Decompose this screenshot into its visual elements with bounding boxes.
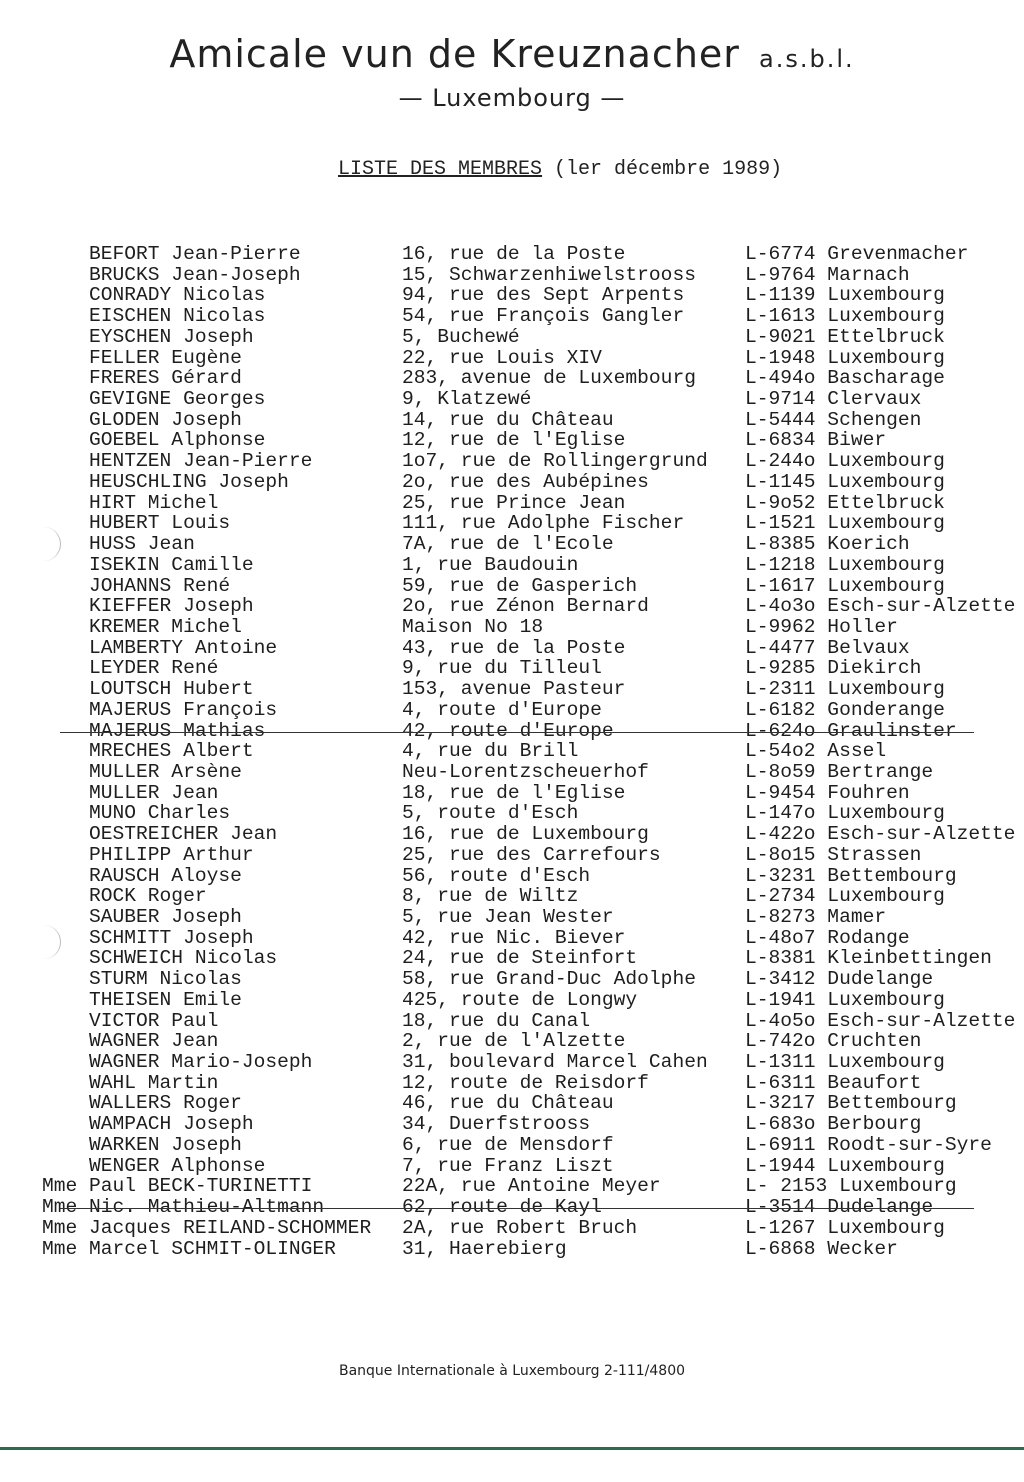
member-address: Neu-Lorentzscheuerhof: [402, 760, 649, 783]
member-row: [0, 1156, 1024, 1177]
member-name: FRERES Gérard: [89, 367, 242, 390]
member-address: 2o, rue des Aubépines: [402, 470, 649, 493]
member-city: L-1267 Luxembourg: [745, 1216, 945, 1239]
member-city: L-6834 Biwer: [745, 429, 887, 452]
footer-rule: [0, 1447, 1024, 1450]
member-city: L-9962 Holler: [745, 615, 898, 638]
member-address: 15, Schwarzenhiwelstrooss: [402, 263, 696, 286]
member-row: [0, 306, 1024, 327]
member-city: L-5444 Schengen: [745, 408, 922, 431]
member-city: L-147o Luxembourg: [745, 802, 945, 825]
member-address: 2, rue de l'Alzette: [402, 1030, 626, 1053]
member-name: RAUSCH Aloyse: [89, 864, 242, 887]
member-city: L-9285 Diekirch: [745, 657, 922, 680]
member-title: Mme: [42, 1237, 78, 1260]
member-row: [0, 513, 1024, 534]
member-name: WARKEN Joseph: [89, 1133, 242, 1156]
member-name: ISEKIN Camille: [89, 553, 254, 576]
member-address: 22A, rue Antoine Meyer: [402, 1175, 661, 1198]
member-row: [0, 244, 1024, 265]
member-address: 5, Buchewé: [402, 325, 520, 348]
member-address: 62, route de Kayl: [402, 1196, 602, 1219]
member-address: 4, rue du Brill: [402, 740, 579, 763]
member-row: [0, 410, 1024, 431]
member-address: 94, rue des Sept Arpents: [402, 284, 685, 307]
member-name: SAUBER Joseph: [89, 906, 242, 928]
member-city: L-48o7 Rodange: [745, 926, 910, 949]
member-address: 111, rue Adolphe Fischer: [402, 512, 685, 535]
member-row: [0, 1052, 1024, 1073]
member-row: [0, 990, 1024, 1011]
member-name: KREMER Michel: [89, 615, 242, 638]
member-city: L-4477 Belvaux: [745, 636, 910, 659]
member-address: 153, avenue Pasteur: [402, 678, 626, 701]
member-name: OESTREICHER Jean: [89, 823, 278, 846]
member-row: [0, 534, 1024, 555]
member-address: 42, route d'Europe: [402, 719, 614, 742]
member-list: [0, 244, 1024, 1259]
list-heading-date: (ler décembre 1989): [542, 158, 783, 181]
member-row: [0, 596, 1024, 617]
member-row: [0, 700, 1024, 721]
member-row: [0, 824, 1024, 845]
member-address: 9, Klatzewé: [402, 388, 532, 411]
member-name: Nic. Mathieu-Altmann: [89, 1196, 325, 1219]
member-name: VICTOR Paul: [89, 1009, 219, 1032]
member-row: [0, 1218, 1024, 1239]
member-name: WAGNER Mario-Joseph: [89, 1051, 313, 1074]
member-name: BEFORT Jean-Pierre: [89, 243, 301, 265]
member-row: [0, 265, 1024, 286]
member-address: 2o, rue Zénon Bernard: [402, 595, 649, 618]
member-name: FELLER Eugène: [89, 346, 242, 369]
member-city: L-8o59 Bertrange: [745, 760, 934, 783]
member-city: L-3217 Bettembourg: [745, 1092, 957, 1115]
member-name: LAMBERTY Antoine: [89, 636, 278, 659]
member-city: L-8273 Mamer: [745, 906, 887, 928]
member-address: 25, rue Prince Jean: [402, 491, 626, 514]
member-city: L-9764 Marnach: [745, 263, 910, 286]
member-name: Paul BECK-TURINETTI: [89, 1175, 313, 1198]
member-address: 425, route de Longwy: [402, 988, 638, 1011]
member-address: Maison No 18: [402, 615, 544, 638]
member-row: [0, 658, 1024, 679]
member-city: L-4o3o Esch-sur-Alzette: [745, 595, 1016, 618]
member-city: L-6311 Beaufort: [745, 1071, 922, 1094]
member-name: HENTZEN Jean-Pierre: [89, 450, 313, 473]
member-row: [0, 576, 1024, 597]
member-city: L-683o Berbourg: [745, 1113, 922, 1136]
member-city: L-244o Luxembourg: [745, 450, 945, 473]
member-city: L-6182 Gonderange: [745, 698, 945, 721]
member-address: 1o7, rue de Rollingergrund: [402, 450, 708, 473]
member-row: [0, 783, 1024, 804]
member-address: 14, rue du Château: [402, 408, 614, 431]
member-row: [0, 1239, 1024, 1260]
member-address: 12, route de Reisdorf: [402, 1071, 649, 1094]
member-city: L-54o2 Assel: [745, 740, 887, 763]
member-row: [0, 969, 1024, 990]
member-city: L-1948 Luxembourg: [745, 346, 945, 369]
member-name: LOUTSCH Hubert: [89, 678, 254, 701]
member-city: L-3514 Dudelange: [745, 1196, 934, 1219]
member-city: L-8385 Koerich: [745, 533, 910, 556]
member-address: 58, rue Grand-Duc Adolphe: [402, 968, 696, 991]
member-name: PHILIPP Arthur: [89, 843, 254, 866]
member-city: L-8o15 Strassen: [745, 843, 922, 866]
member-row: [0, 1031, 1024, 1052]
member-name: GOEBEL Alphonse: [89, 429, 266, 452]
member-city: L-494o Bascharage: [745, 367, 945, 390]
member-address: 43, rue de la Poste: [402, 636, 626, 659]
member-row: [0, 679, 1024, 700]
member-row: [0, 555, 1024, 576]
member-city: L-1613 Luxembourg: [745, 305, 945, 328]
member-row: [0, 430, 1024, 451]
member-name: WAMPACH Joseph: [89, 1113, 254, 1136]
member-city: L-624o Graulinster: [745, 719, 957, 742]
member-address: 59, rue de Gasperich: [402, 574, 638, 597]
member-city: L-9021 Ettelbruck: [745, 325, 945, 348]
member-row: [0, 928, 1024, 949]
member-row: [0, 741, 1024, 762]
member-address: 16, rue de la Poste: [402, 243, 626, 265]
member-city: L-1521 Luxembourg: [745, 512, 945, 535]
member-row: [0, 327, 1024, 348]
member-address: 7A, rue de l'Ecole: [402, 533, 614, 556]
member-address: 4, route d'Europe: [402, 698, 602, 721]
member-row: [0, 886, 1024, 907]
member-row: [0, 721, 1024, 742]
member-city: L-4o5o Esch-sur-Alzette: [745, 1009, 1016, 1032]
member-name: MRECHES Albert: [89, 740, 254, 763]
list-heading-title: LISTE DES MEMBRES: [338, 158, 543, 181]
member-address: 5, rue Jean Wester: [402, 906, 614, 928]
member-address: 18, rue de l'Eglise: [402, 781, 626, 804]
member-name: Jacques REILAND-SCHOMMER: [89, 1216, 372, 1239]
member-name: BRUCKS Jean-Joseph: [89, 263, 301, 286]
member-name: HUBERT Louis: [89, 512, 231, 535]
member-address: 2A, rue Robert Bruch: [402, 1216, 638, 1239]
member-city: L-6911 Roodt-sur-Syre: [745, 1133, 992, 1156]
member-name: WENGER Alphonse: [89, 1154, 266, 1177]
member-row: [0, 1176, 1024, 1197]
member-name: SCHMITT Joseph: [89, 926, 254, 949]
member-address: 24, rue de Steinfort: [402, 947, 638, 970]
member-name: Marcel SCHMIT-OLINGER: [89, 1237, 336, 1260]
member-city: L-6868 Wecker: [745, 1237, 898, 1260]
member-address: 25, rue des Carrefours: [402, 843, 661, 866]
member-city: L-8381 Kleinbettingen: [745, 947, 992, 970]
association-subtitle: — Luxembourg —: [398, 84, 626, 112]
member-address: 8, rue de Wiltz: [402, 885, 579, 908]
member-row: [0, 285, 1024, 306]
member-city: L- 2153 Luxembourg: [745, 1175, 957, 1198]
member-address: 54, rue François Gangler: [402, 305, 685, 328]
member-row: [0, 866, 1024, 887]
member-address: 34, Duerfstrooss: [402, 1113, 591, 1136]
member-title: Mme: [42, 1216, 78, 1239]
member-address: 6, rue de Mensdorf: [402, 1133, 614, 1156]
member-row: [0, 803, 1024, 824]
member-name: LEYDER René: [89, 657, 219, 680]
member-address: 31, Haerebierg: [402, 1237, 567, 1260]
member-name: SCHWEICH Nicolas: [89, 947, 278, 970]
member-name: GLODEN Joseph: [89, 408, 242, 431]
member-city: L-9o52 Ettelbruck: [745, 491, 945, 514]
member-city: L-9454 Fouhren: [745, 781, 910, 804]
member-city: L-1941 Luxembourg: [745, 988, 945, 1011]
member-row: [0, 845, 1024, 866]
association-title: [0, 32, 1024, 76]
member-city: L-742o Cruchten: [745, 1030, 922, 1053]
member-name: MULLER Arsène: [89, 760, 242, 783]
association-asbl: a.s.b.l.: [759, 45, 855, 73]
member-row: [0, 1011, 1024, 1032]
member-row: [0, 389, 1024, 410]
member-name: CONRADY Nicolas: [89, 284, 266, 307]
bank-account: Banque Internationale à Luxembourg 2-111/4800: [338, 1363, 686, 1379]
member-address: 7, rue Franz Liszt: [402, 1154, 614, 1177]
member-row: [0, 348, 1024, 369]
member-name: GEVIGNE Georges: [89, 388, 266, 411]
member-name: HUSS Jean: [89, 533, 195, 556]
member-row: [0, 1135, 1024, 1156]
member-address: 5, route d'Esch: [402, 802, 579, 825]
member-name: WAGNER Jean: [89, 1030, 219, 1053]
member-address: 46, rue du Château: [402, 1092, 614, 1115]
member-city: L-3412 Dudelange: [745, 968, 934, 991]
member-address: 42, rue Nic. Biever: [402, 926, 626, 949]
member-address: 283, avenue de Luxembourg: [402, 367, 696, 390]
list-heading: [338, 158, 782, 181]
member-name: MUNO Charles: [89, 802, 231, 825]
member-row: [0, 948, 1024, 969]
association-name: Amicale vun de Kreuznacher: [169, 32, 740, 76]
member-name: WAHL Martin: [89, 1071, 219, 1094]
member-row: [0, 907, 1024, 928]
member-title: Mme: [42, 1175, 78, 1198]
member-name: HIRT Michel: [89, 491, 219, 514]
member-city: L-1311 Luxembourg: [745, 1051, 945, 1074]
member-city: L-9714 Clervaux: [745, 388, 922, 411]
member-row: [0, 617, 1024, 638]
member-title: Mme: [42, 1196, 78, 1219]
member-row: [0, 762, 1024, 783]
member-name: EISCHEN Nicolas: [89, 305, 266, 328]
member-name: MULLER Jean: [89, 781, 219, 804]
member-name: HEUSCHLING Joseph: [89, 470, 289, 493]
member-row: [0, 368, 1024, 389]
member-address: 56, route d'Esch: [402, 864, 591, 887]
member-name: THEISEN Emile: [89, 988, 242, 1011]
member-row: [0, 1093, 1024, 1114]
member-city: L-2311 Luxembourg: [745, 678, 945, 701]
member-row: [0, 472, 1024, 493]
member-address: 22, rue Louis XIV: [402, 346, 602, 369]
member-name: EYSCHEN Joseph: [89, 325, 254, 348]
member-name: MAJERUS François: [89, 698, 278, 721]
member-city: L-422o Esch-sur-Alzette: [745, 823, 1016, 846]
member-name: WALLERS Roger: [89, 1092, 242, 1115]
member-address: 31, boulevard Marcel Cahen: [402, 1051, 708, 1074]
member-city: L-6774 Grevenmacher: [745, 243, 969, 265]
member-name: MAJERUS Mathias: [89, 719, 266, 742]
member-city: L-2734 Luxembourg: [745, 885, 945, 908]
member-city: L-3231 Bettembourg: [745, 864, 957, 887]
member-city: L-1139 Luxembourg: [745, 284, 945, 307]
member-row: [0, 493, 1024, 514]
member-city: L-1218 Luxembourg: [745, 553, 945, 576]
member-name: KIEFFER Joseph: [89, 595, 254, 618]
member-address: 1, rue Baudouin: [402, 553, 579, 576]
member-row: [0, 1197, 1024, 1218]
member-row: [0, 1073, 1024, 1094]
member-name: JOHANNS René: [89, 574, 231, 597]
member-address: 12, rue de l'Eglise: [402, 429, 626, 452]
member-city: L-1145 Luxembourg: [745, 470, 945, 493]
member-address: 16, rue de Luxembourg: [402, 823, 649, 846]
member-address: 9, rue du Tilleul: [402, 657, 602, 680]
member-name: STURM Nicolas: [89, 968, 242, 991]
member-city: L-1944 Luxembourg: [745, 1154, 945, 1177]
member-row: [0, 451, 1024, 472]
member-row: [0, 1114, 1024, 1135]
member-row: [0, 638, 1024, 659]
member-name: ROCK Roger: [89, 885, 207, 908]
member-city: L-1617 Luxembourg: [745, 574, 945, 597]
member-address: 18, rue du Canal: [402, 1009, 591, 1032]
